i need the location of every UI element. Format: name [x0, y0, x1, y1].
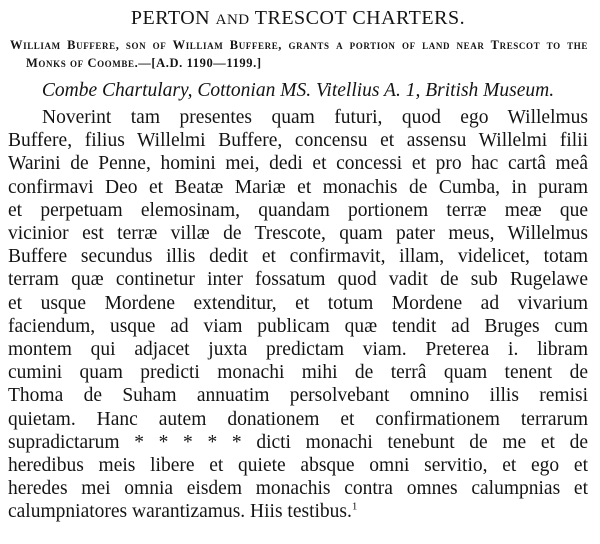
- title-part-1: PERTON: [130, 7, 216, 29]
- body-line: terram quæ continetur inter fossatum quod vadit de sub Rugelawe: [8, 269, 588, 291]
- body-line: vicinior est terræ villæ de Trescote, quam pater meus, Willelmus: [8, 223, 588, 245]
- body-line: faciendum, usque ad viam publicam quæ tendit ad Bruges cum: [8, 315, 588, 337]
- page-title: [8, 6, 588, 32]
- body-line: supradictarum * * * * * dicti monachi tenebunt de me et de: [8, 431, 588, 453]
- source-citation: Combe Chartulary, Cottonian MS. Vitellius A. 1, British Museum.: [41, 80, 555, 101]
- body-line: montem qui adjacet juxta predictam viam. Preterea i. libram: [8, 339, 588, 361]
- body-line-last-text: calumpniatores warantizamus. Hiis testibus.: [8, 501, 352, 523]
- charter-body: [8, 106, 588, 524]
- body-line: confirmavi Deo et Beatæ Mariæ et monachis de Cumba, in puram: [8, 176, 588, 198]
- title-and: AND: [215, 12, 250, 28]
- body-line: Buffere, filius Willelmi Buffere, concensu et assensu Willelmi filii: [8, 130, 588, 152]
- footnote-marker[interactable]: 1: [351, 500, 358, 513]
- body-line: Noverint tam presentes quam futuri, quod ego Willelmus: [42, 107, 588, 128]
- body-line: heredes mei omnia eisdem monachis contra omnes calumpnias et: [8, 478, 588, 500]
- charter-summary: William Buffere, son of William Buffere, grants a portion of land near Trescot to the Monks of Coombe.—[A.D. 1190—1199.]: [10, 38, 588, 70]
- body-line: et perpetuam elemosinam, quandam portionem terræ meæ que: [8, 199, 588, 221]
- body-line: Warini de Penne, homini mei, dedi et concessi et pro hac cartâ meâ: [8, 153, 588, 175]
- body-line-last: [8, 500, 588, 523]
- body-line: quietam. Hanc autem donationem et confirmationem terrarum: [8, 408, 588, 430]
- body-line: cumini quam predicti monachi mihi de terrâ quam tenent de: [8, 362, 588, 384]
- body-line: Buffere secundus illis dedit et confirmavit, illam, videlicet, totam: [8, 246, 588, 268]
- title-part-2: TRESCOT CHARTERS.: [249, 7, 466, 29]
- body-line: et usque Mordene extenditur, et totum Mordene ad vivarium: [8, 292, 588, 314]
- body-line: heredibus meis libere et quiete absque omni servitio, et ego et: [8, 455, 588, 477]
- document-page: [8, 6, 588, 524]
- body-line: Thoma de Suham annuatim persolvebant omnino illis remisi: [8, 385, 588, 407]
